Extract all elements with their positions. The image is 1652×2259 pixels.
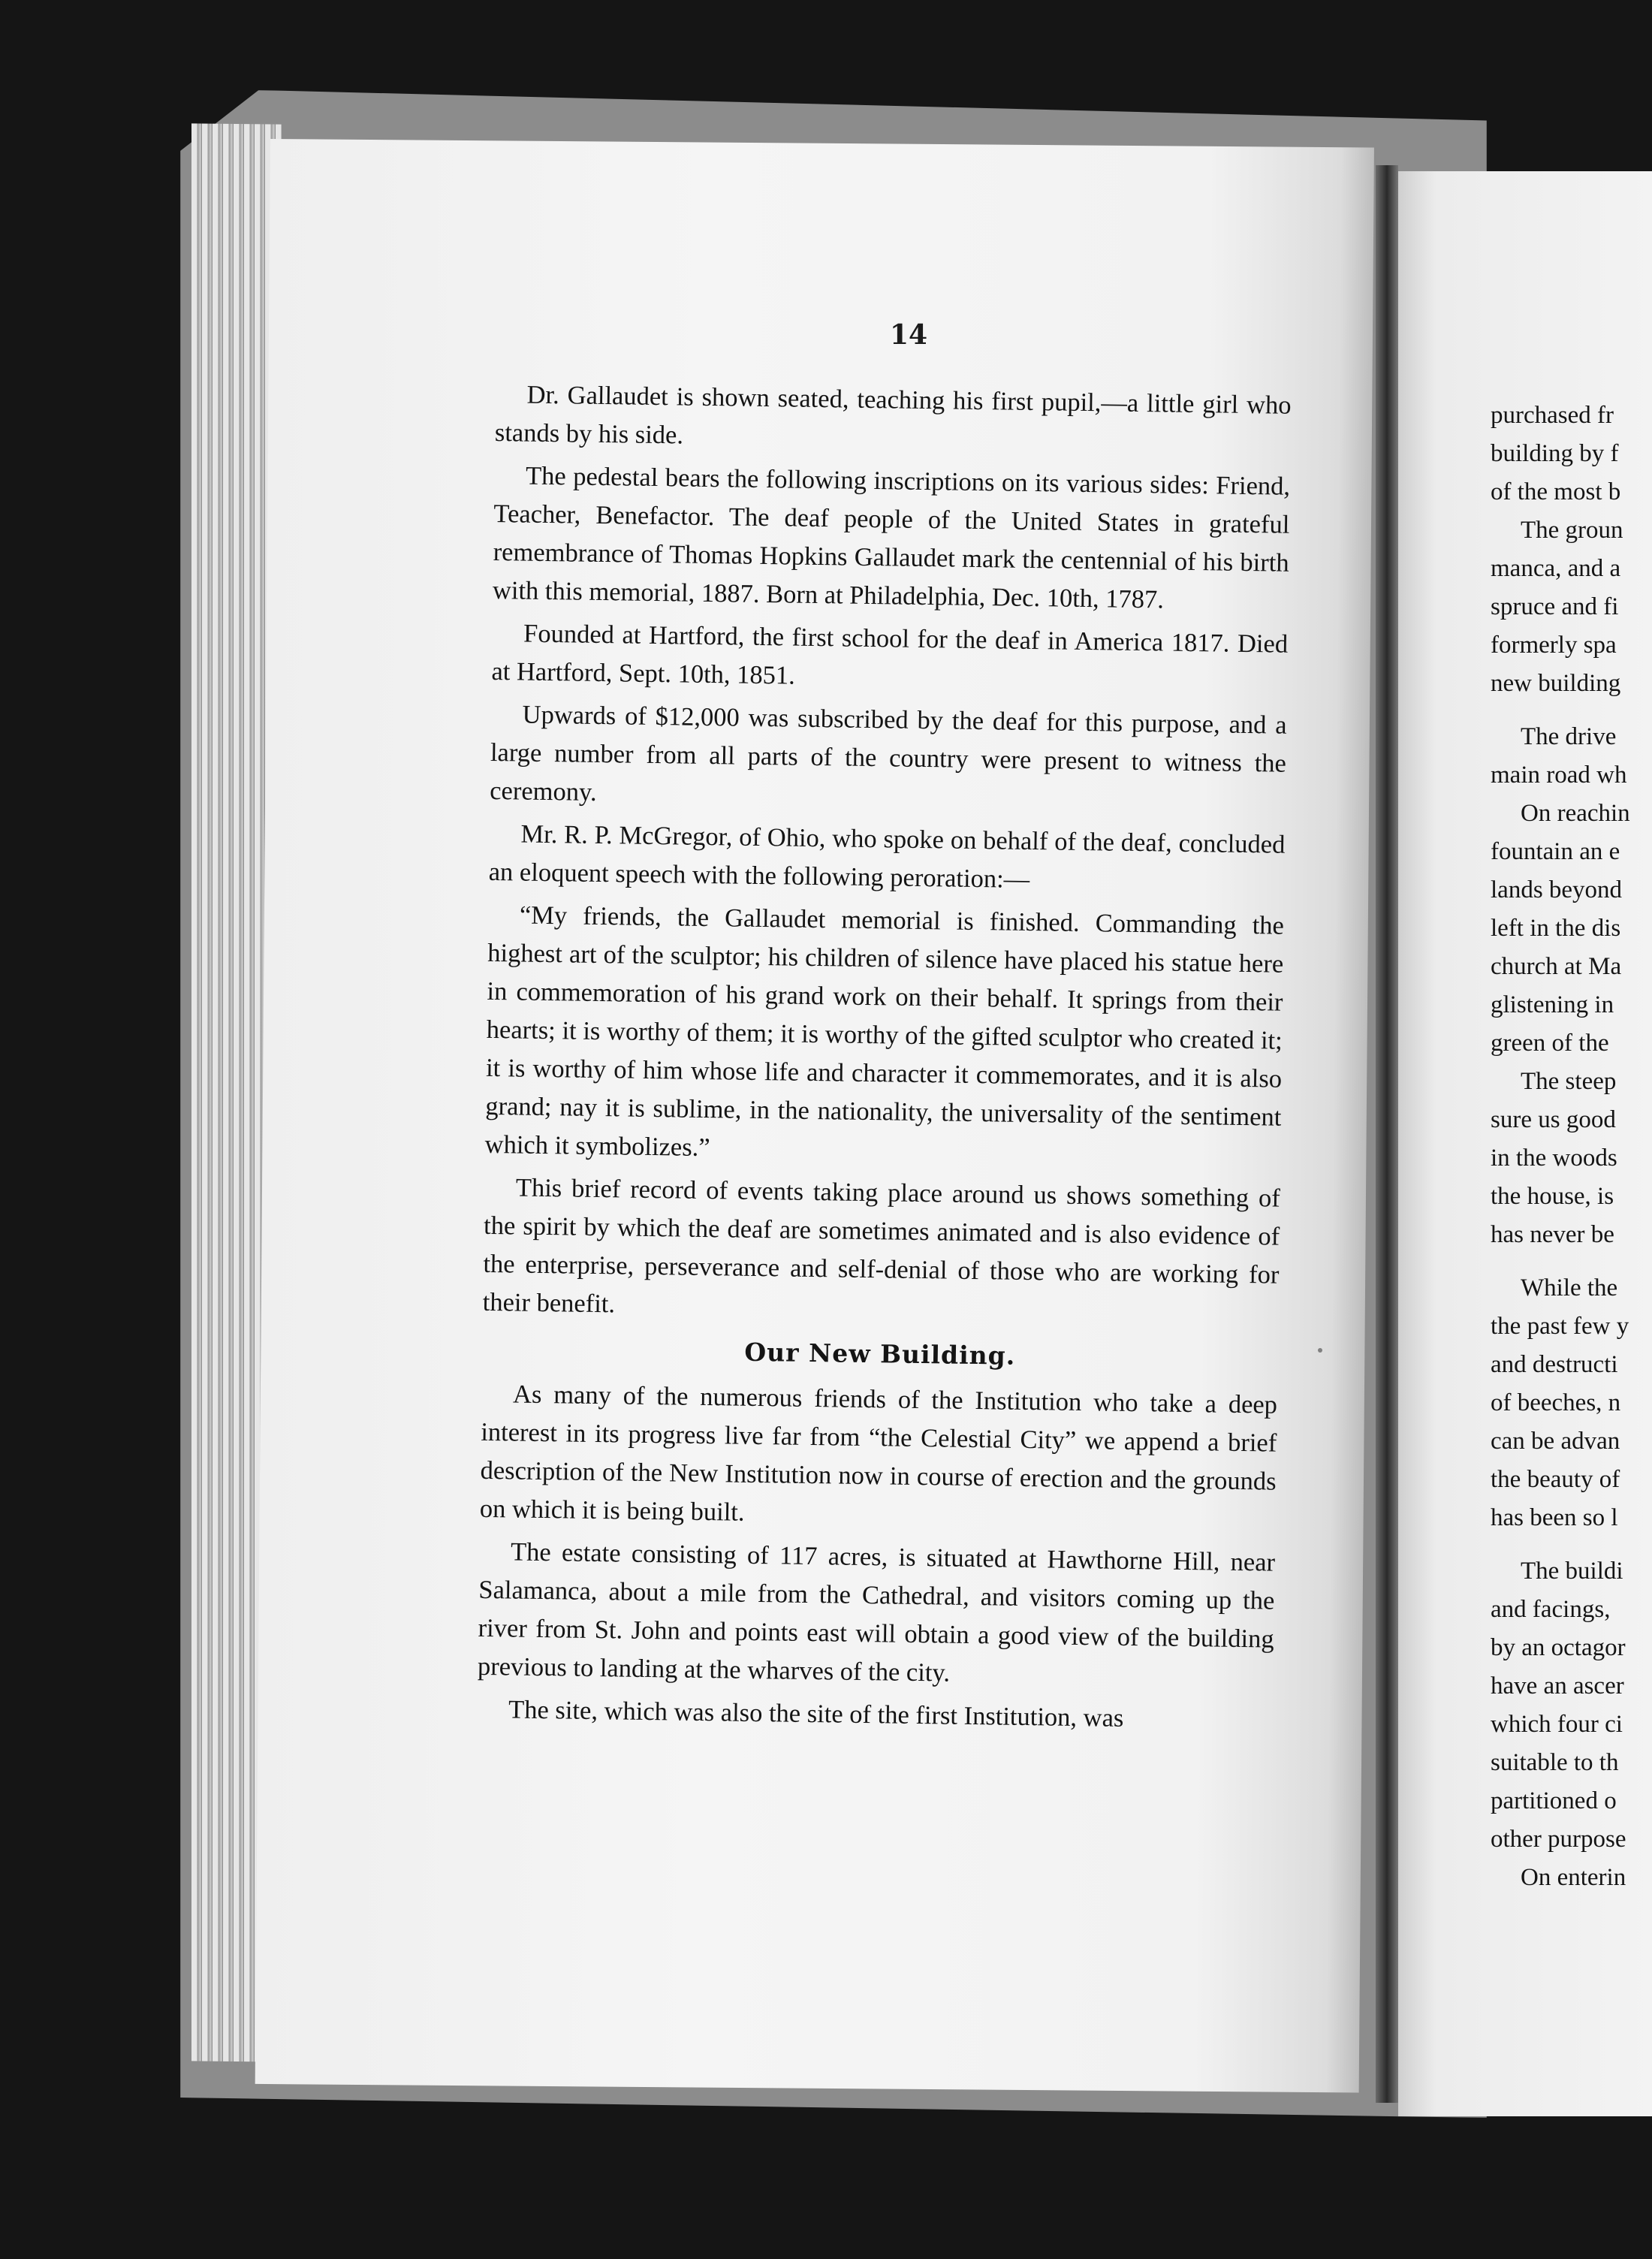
paragraph: Founded at Hartford, the first school for the deaf in America 1817. Died at Hartford, Sept. 10th, 1851. (491, 619, 1289, 690)
paragraph: The pedestal bears the following inscriptions on its various sides: Friend, Teacher, Benefactor. The deaf people of the United States in grateful remembrance of Thomas Hopkins Gallaudet mark the centennial of his birth with this memorial, 1887. Born at Philadelphia, Dec. 10th, 1787. (492, 461, 1291, 614)
paragraph: The estate consisting of 117 acres, is situated at Hawthorne Hill, near Salamanca, about a mile from the Cathedral, and visitors coming up the river from St. John and points east will obtain a good view of the building previous to landing at the wharves of the city. (477, 1537, 1276, 1687)
text-line: On enterin (1521, 1864, 1626, 1891)
text-line: While the (1521, 1274, 1618, 1301)
text-line: by an octagor (1491, 1634, 1626, 1661)
paragraph: Upwards of $12,000 was subscribed by the deaf for this purpose, and a large number from all parts of the country were present to witness the ceremony. (490, 700, 1287, 807)
paragraph: Mr. R. P. McGregor, of Ohio, who spoke on behalf of the deaf, concluded an eloquent speech with the following peroration:— (488, 819, 1286, 894)
text-line: purchased fr (1491, 402, 1614, 429)
text-line: the house, is (1491, 1183, 1614, 1210)
text-line: and destructi (1491, 1351, 1618, 1378)
text-line: has never be (1491, 1221, 1614, 1248)
text-line: On reachin (1521, 800, 1630, 827)
speck (1318, 1348, 1322, 1353)
text-line: of beeches, n (1491, 1389, 1621, 1416)
text-line: The drive (1521, 723, 1617, 750)
text-line: lands beyond (1491, 876, 1623, 903)
text-line: manca, and a (1491, 555, 1621, 582)
text-line: main road wh (1491, 762, 1627, 789)
text-line: green of the (1491, 1030, 1609, 1057)
text-line: and facings, (1491, 1596, 1611, 1623)
right-page-text (1491, 397, 1652, 1897)
text-line: church at Ma (1491, 953, 1622, 980)
text-line: new building (1491, 670, 1621, 697)
text-line: which four ci (1491, 1711, 1623, 1738)
section-heading: Our New Building. (744, 1337, 1016, 1371)
text-line: of the most b (1491, 478, 1621, 505)
text-line: can be advan (1491, 1428, 1620, 1455)
text-line: spruce and fi (1491, 593, 1619, 620)
paragraph: This brief record of events taking place around us shows something of the spirit by which the deaf are sometimes animated and is also evidence of the enterprise, perseverance and self-denial of those who are working for their benefit. (482, 1173, 1281, 1319)
text-line: in the woods (1491, 1145, 1617, 1172)
text-line: fountain an e (1491, 838, 1620, 865)
text-line: The steep (1521, 1068, 1617, 1095)
text-line: has been so l (1491, 1504, 1618, 1531)
text-line: suitable to th (1491, 1749, 1619, 1776)
left-page-text (477, 375, 1292, 1745)
page-number: 14 (890, 319, 928, 351)
text-line: other purpose (1491, 1826, 1626, 1853)
text-line: The buildi (1521, 1558, 1623, 1585)
book-gutter (1376, 165, 1398, 2103)
paragraph: Dr. Gallaudet is shown seated, teaching his first pupil,—a little girl who stands by his side. (494, 380, 1292, 450)
paragraph: The site, which was also the site of the first Institution, was (508, 1695, 1124, 1733)
text-line: have an ascer (1491, 1672, 1624, 1700)
text-line: sure us good (1491, 1106, 1616, 1133)
paragraph: “My friends, the Gallaudet memorial is finished. Commanding the highest art of the sculptor; his children of silence have placed his statue here in commemoration of his grand work on their behalf. It springs from their hearts; it is worthy of them; it is worthy of the gifted sculptor who created it; it is worthy of him whose life and character it commemorates, and it is also grand; nay it is sublime, in the nationality, the universality of the sentiment which it symbolizes.” (484, 900, 1285, 1163)
text-line: the beauty of (1491, 1466, 1620, 1493)
text-line: the past few y (1491, 1313, 1629, 1340)
text-line: The groun (1521, 517, 1623, 544)
text-line: partitioned o (1491, 1787, 1617, 1814)
text-line: glistening in (1491, 991, 1614, 1018)
paragraph: As many of the numerous friends of the Institution who take a deep interest in its progress live far from “the Celestial City” we append a brief description of the New Institution now in course of erection and the grounds on which it is being built. (479, 1380, 1278, 1527)
text-line: formerly spa (1491, 632, 1617, 659)
text-line: left in the dis (1491, 915, 1621, 942)
text-line: building by f (1491, 440, 1619, 467)
